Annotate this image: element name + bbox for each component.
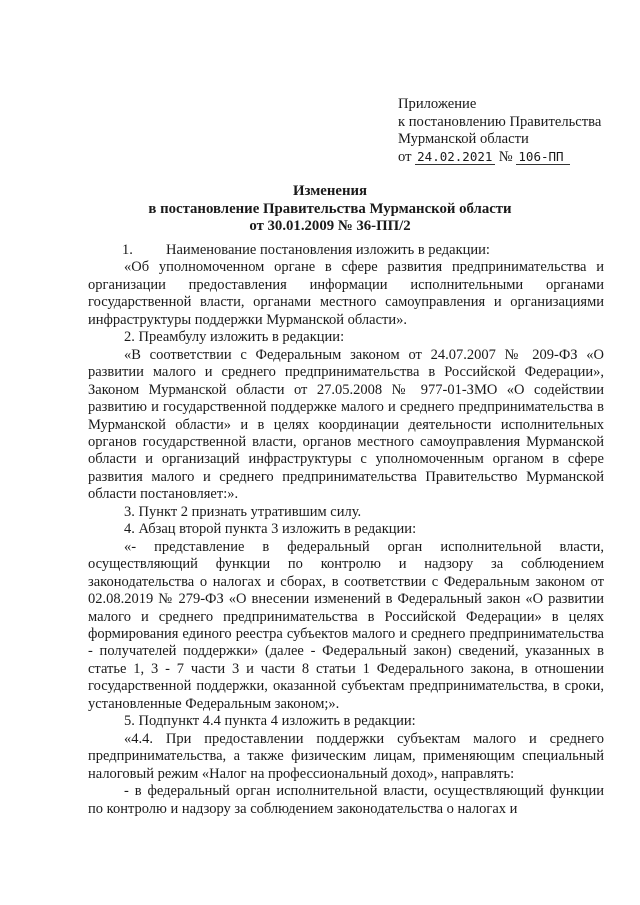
appendix-line: к постановлению Правительства (398, 113, 602, 130)
document-title (120, 183, 540, 236)
paragraph: - в федеральный орган исполнительной власти, осуществляющий функции по контролю и надзору за соблюдением законодательства о налогах и (88, 783, 604, 817)
title-line: от 30.01.2009 № 36-ПП/2 (249, 218, 411, 235)
appendix-block (398, 96, 638, 166)
paragraph: 3. Пункт 2 признать утратившим силу. (124, 503, 362, 520)
paragraph: «4.4. При предоставлении поддержки субъектам малого и среднего предпринимательства, а также физическим лицам, применяющим специальный налоговый режим «Налог на профессиональный доход», направлять: (88, 730, 604, 782)
document-body (88, 242, 604, 818)
paragraph: «- представление в федеральный орган исполнительной власти, осуществляющий функции по контролю и надзору за соблюдением законодательства о налогах и сборах, в соответствии с Федеральным законом от 02.08.2019 № 279-ФЗ «О внесении изменений в Федеральный закон «О развитии малого и среднего предпринимательства в Российской Федерации» в целях формирования единого реестра субъектов малого и среднего предпринимательства - получателей поддержки» (далее - Федеральный закон) сведений, указанных в статье 1, 3 - 7 части 3 и части 8 статьи 1 Федерального закона, в отношении государственной поддержки, оказанной субъектам предпринимательства, в сроки, установленные Федеральным законом;». (88, 538, 604, 712)
appendix-line: Приложение (398, 96, 477, 112)
paragraph: 5. Подпункт 4.4 пункта 4 изложить в редакции: (124, 713, 416, 730)
appendix-line: Мурманской области (398, 131, 529, 147)
number-sign: № (498, 148, 513, 165)
from-label: от (398, 148, 412, 165)
resolution-number: 106-ПП (516, 150, 570, 165)
paragraph: 1. Наименование постановления изложить в редакции: (122, 242, 490, 258)
title-line: Изменения (292, 183, 368, 199)
paragraph: «Об уполномоченном органе в сфере развития предпринимательства и организации предоставления информации исполнительными органами государственной власти, органами местного самоуправления и организациями инфраструктуры поддержки Мурманской области». (88, 259, 604, 328)
paragraph: «В соответствии с Федеральным законом от 24.07.2007 № 209-ФЗ «О развитии малого и среднего предпринимательства в Российской Федерации», Законом Мурманской области от 27.05.2008 № 977-01-ЗМО «О содействии развитию и государственной поддержке малого и среднего предпринимательства в Мурманской области» и в целях координации деятельности исполнительных органов государственной власти, органов местного самоуправления Мурманской области и организаций инфраструктуры с уполномоченным органом в сфере развития малого и среднего предпринимательства Правительство Мурманской области постановляет:». (88, 346, 604, 503)
title-line: в постановление Правительства Мурманской области (148, 200, 512, 217)
appendix-date-line (398, 149, 638, 167)
item-number: 1. (122, 242, 133, 258)
paragraph: 4. Абзац второй пункта 3 изложить в редакции: (124, 521, 417, 538)
resolution-date: 24.02.2021 (415, 150, 495, 165)
paragraph: 2. Преамбулу изложить в редакции: (124, 329, 345, 346)
